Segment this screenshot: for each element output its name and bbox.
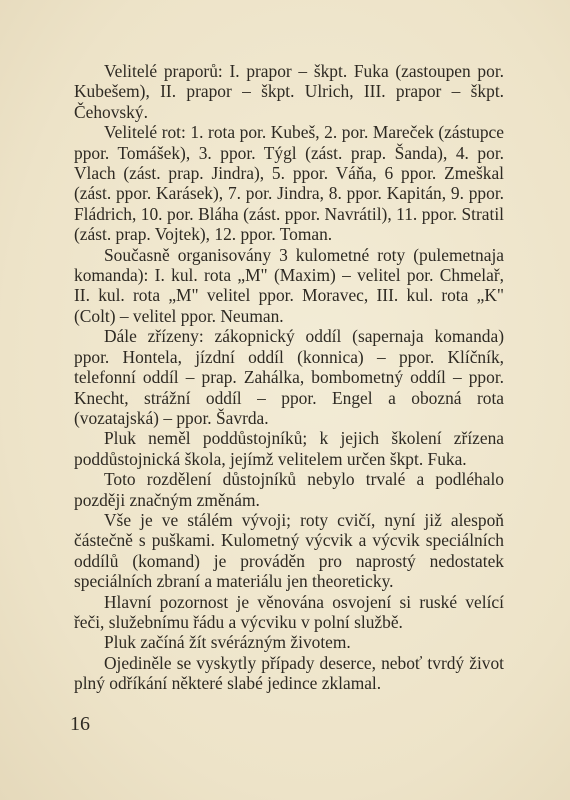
paragraph-company-commanders: Velitelé rot: 1. rota por. Kubeš, 2. por. Mareček (zástupce ppor. Tomášek), 3. ppor. Týgl (zást. prap. Šanda), 4. por. Vlach (zást. prap. Jindra), 5. ppor. Váňa, 6 ppor. Zmeškal (zást. ppor. Karásek), 7. por. Jindra, 8. ppor. Kapitán, 9. ppor. Fládrich, 10. por. Bláha (zást. ppor. Navrátil), 11. ppor. Stratil (zást. prap. Vojtek), 12. ppor. Toman. — [74, 122, 504, 245]
body-text — [74, 61, 504, 694]
paragraph-officer-distribution: Toto rozdělení důstojníků nebylo trvalé a podléhalo později značným změnám. — [74, 469, 504, 510]
paragraph-machine-gun-companies: Současně organisovány 3 kulometné roty (pulemetnaja komanda): I. kul. rota „M" (Maxim) – velitel por. Chmelař, II. kul. rota „M" velitel ppor. Moravec, III. kul. rota „K" (Colt) – velitel ppor. Neuman. — [74, 244, 504, 326]
paragraph-training: Vše je ve stálém vývoji; roty cvičí, nyní již alespoň částečně s puškami. Kulometný výcvik a výcvik speciálních oddílů (komand) je prováděn pro naprostý nedostatek speciálních zbraní a materiálu jen theoreticky. — [74, 509, 504, 592]
paragraph-main-attention: Hlavní pozornost je věnována osvojení si ruské velící řeči, služebnímu řádu a výcviku v polní službě. — [74, 591, 504, 632]
page-number: 16 — [70, 713, 90, 735]
paragraph-battalion-commanders: Velitelé praporů: I. prapor – škpt. Fuka (zastoupen por. Kubešem), II. prapor – škpt. Ulrich, III. prapor – škpt. Čehovský. — [74, 61, 504, 122]
paragraph-desertion: Ojediněle se vyskytly případy deserce, neboť tvrdý život plný odříkání některé slabé jedince zklamal. — [74, 652, 504, 694]
paragraph-special-units: Dále zřízeny: zákopnický oddíl (sapernaja komanda) ppor. Hontela, jízdní oddíl (konnica) – ppor. Klíčník, telefonní oddíl – prap. Zahálka, bombometný oddíl – ppor. Knecht, strážní oddíl – ppor. Engel a obozná rota (vozatajská) – ppor. Šavrda. — [74, 326, 504, 428]
paragraph-regiment-life: Pluk začíná žít svérázným životem. — [104, 632, 351, 653]
paragraph-nco-school: Pluk neměl poddůstojníků; k jejich školení zřízena poddůstojnická škola, jejímž velitelem určen škpt. Fuka. — [74, 428, 504, 469]
